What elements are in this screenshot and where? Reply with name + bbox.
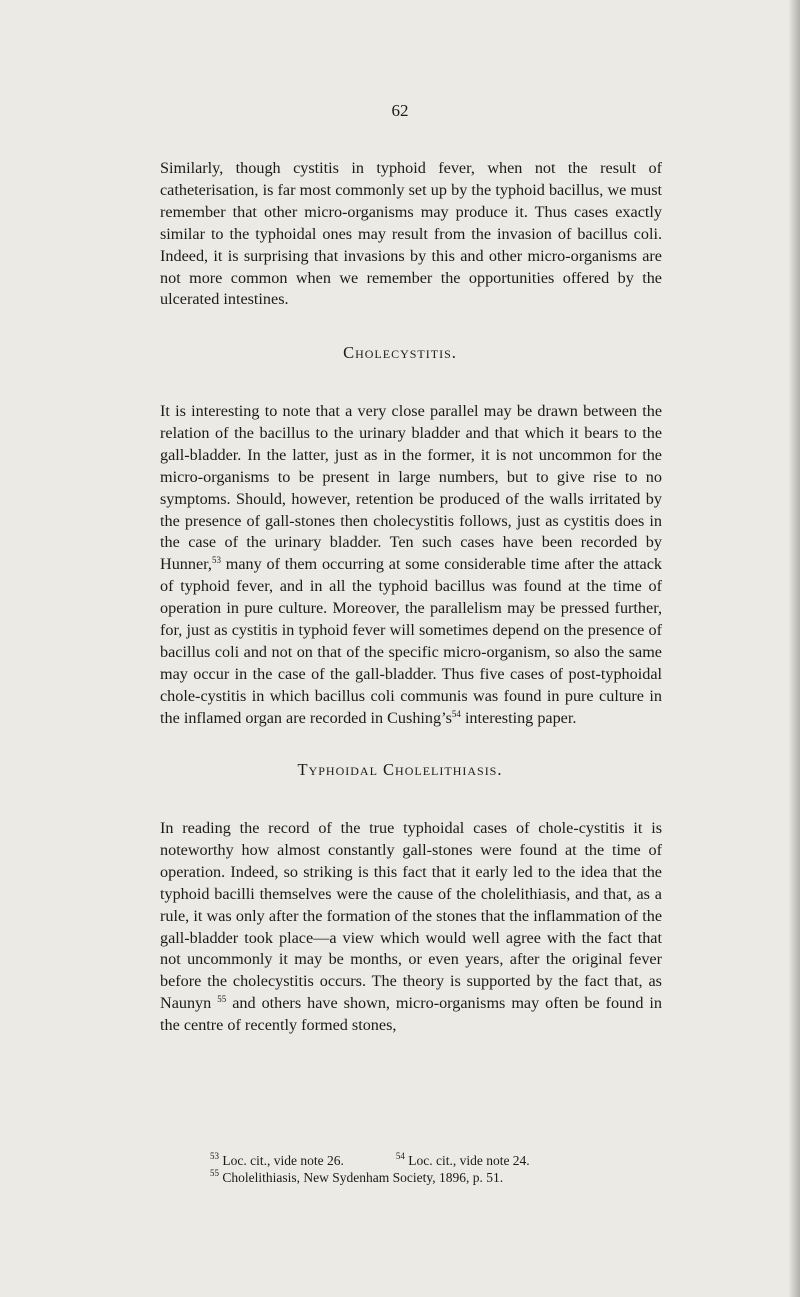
footnote-ref: 53	[211, 555, 221, 566]
footnote-number: 55	[210, 1168, 219, 1178]
paragraph-text: many of them occurring at some considerable time after the attack of typhoid fever, and in all the typhoid bacillus was found at the time of operation in pure culture. Moreover, the parallelism may be pressed further, for, just as cystitis in typhoid fever will sometimes depend on the presence of bacillus coli and not on that of the specific micro-organism, so also the same may occur in the case of the gall-bladder. Thus five cases of post-typhoidal chole-cystitis in which bacillus coli communis was found in pure culture in the inflamed organ are recorded in Cushing’s	[160, 555, 662, 727]
footnotes	[210, 1152, 660, 1186]
page-number: 62	[391, 101, 409, 120]
footnote-number: 54	[395, 1151, 405, 1161]
paragraph-text: It is interesting to note that a very close parallel may be drawn between the relation of the bacillus to the urinary bladder and that which it bears to the gall-bladder. In the latter, just as in the former, it is not uncommon for the micro-organisms to be present in large numbers, but to give rise to no symptoms. Should, however, retention be produced of the walls irritated by the presence of gall-stones then cholecystitis follows, just as cystitis does in the case of the urinary bladder. Ten such cases have been recorded by Hunner,	[160, 402, 662, 574]
paragraph-cholelithiasis	[160, 818, 662, 1037]
section-heading-cholecystitis: Cholecystitis.	[343, 343, 457, 362]
paragraph-cystitis-bacillus-coli: Similarly, though cystitis in typhoid fever, when not the result of catheterisation, is far most commonly set up by the typhoid bacillus, we must remember that other micro-organisms may produce it. Thus cases exactly similar to the typhoidal ones may result from the invasion of bacillus coli. Indeed, it is surprising that invasions by this and other micro-organisms are not more common when we remember the opportunities offered by the ulcerated intestines.	[160, 159, 662, 309]
footnote-ref: 54	[451, 708, 461, 719]
section-heading-typhoidal-cholelithiasis: Typhoidal Cholelithiasis.	[297, 760, 503, 779]
footnote-row	[210, 1152, 660, 1169]
footnote-number: 53	[210, 1151, 219, 1161]
paragraph-text: interesting paper.	[460, 708, 577, 727]
footnote-text: Loc. cit., vide note 24.	[404, 1153, 530, 1168]
paragraph-text: and others have shown, micro-organisms may often be found in the centre of recently formed stones,	[160, 994, 662, 1035]
footnote-row	[210, 1169, 660, 1186]
footnote-text: Cholelithiasis, New Sydenham Society, 1896, p. 51.	[219, 1170, 504, 1185]
footnote-text: Loc. cit., vide note 26.	[219, 1153, 344, 1168]
paragraph-cholecystitis	[160, 401, 662, 730]
paragraph-text: In reading the record of the true typhoidal cases of chole-cystitis it is noteworthy how almost constantly gall-stones were found at the time of operation. Indeed, so striking is this fact that it early led to the idea that the typhoid bacilli themselves were the cause of the cholelithiasis, and that, as a rule, it was only after the formation of the stones that the inflammation of the gall-bladder took place—a view which would well agree with the fact that not uncommonly it may be months, or even years, after the original fever before the cholecystitis occurs. The theory is supported by the fact that, as Naunyn	[160, 819, 662, 1013]
page-edge-shadow	[788, 0, 800, 1297]
footnote-ref: 55	[217, 994, 227, 1005]
